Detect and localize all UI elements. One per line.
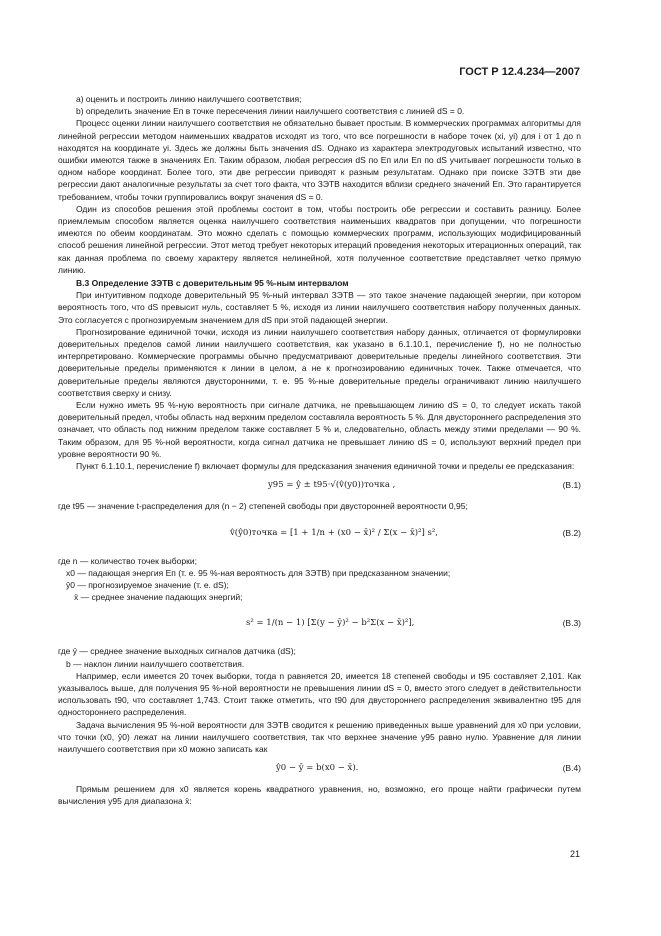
formula-definition: b — наклон линии наилучшего соответствия. [66,658,245,669]
standard-header: ГОСТ Р 12.4.234—2007 [459,66,580,78]
paragraph: Процесс оценки линии наилучшего соответствия не обязательно бывает простым. В коммерческих программах алгоритмы для линейной регрессии методом наименьших квадратов исходят из того, что все погрешности в наборе точек (xi, yi) для i от 1 до n находятся на координате yi. Здесь же должны быть значения dS. Однако из характера электродуговых испытаний известно, что ошибки имеются также в значениях Eп. Таким образом, любая регрессия dS по Eп или Eп по dS учитывает погрешности только в одном наборе координат. Более того, эти две регрессии приводят к разным результатам. Однако при поиске ЗЭТВ эти две регрессии дают аналогичные результаты за счет того факта, что ЗЭТВ находится вблизи среднего значений Eп. Это гарантируется требованием, чтобы точки группировались вокруг значения dS = 0. [58,118,581,202]
formula-expression: s² = 1/(n − 1) [Σ(y − ȳ)² − b²Σ(x − x̄)²], [246,618,415,629]
formula-definition: ŷ0 — прогнозируемое значение (т. е. dS); [66,579,229,590]
formula-expression: ŷ0 − ȳ = b(x0 − x̄). [276,763,359,774]
formula-b2 [58,517,581,551]
formula-definition: x̄ — среднее значение падающих энергий; [74,592,243,603]
document-body [58,93,581,808]
paragraph: Например, если имеется 20 точек выборки, тогда n равняется 20, имеется 18 степеней свободы и t95 составляет 2,101. Как указывалось выше, для получения 95 %-ной вероятности не превышения линии dS = 0, вместо этого следует в действительности использовать t90, что составляет 1,743. Стоит также отметить, что t90 для двустороннего распределения эквивалентно t95 для одностороннего распределения. [58,670,581,718]
list-item: а) оценить и построить линию наилучшего соответствия; [76,94,302,104]
paragraph: Пункт 6.1.10.1, перечисление f) включает формулы для предсказания значения единичной точки и пределы ее предсказания: [76,461,575,472]
paragraph: Прямым решением для x0 является корень квадратного уравнения, но, возможно, его проще найти графически путем вычисления y95 для диапазона x̄: [58,784,581,807]
formula-number: (В.3) [562,618,581,629]
formula-b4 [58,759,581,779]
formula-definition: x0 — падающая энергия Eп (т. е. 95 %-ная вероятность для ЗЭТВ) при предсказанном значении; [66,567,451,578]
list-item: b) определить значение Eп в точке пересечения линии наилучшего соответствия с линией dS = 0. [76,106,465,117]
page-number: 21 [569,848,580,859]
formula-number: (В.2) [562,527,581,538]
formula-definition: где t95 — значение t-распределения для (n − 2) степеней свободы при двусторонней вероятности 0,95; [58,501,468,512]
formula-number: (В.4) [562,763,581,774]
formula-definition: где n — количество точек выборки; [58,555,197,566]
formula-expression: y95 = ŷ ± t95·√(v̂(y0))точка , [268,480,396,491]
formula-expression: v̂(ŷ0)точка = [1 + 1/n + (x0 − x̄)² / Σ(x − x̄)²] s², [230,527,438,538]
section-heading: В.3 Определение ЗЭТВ с доверительным 95 %-ным интервалом [76,278,349,289]
paragraph: Задача вычисления 95 %-ной вероятности для ЗЭТВ сводится к решению приведенных выше уравнений для x0 при условии, что точки (x0, ŷ0) лежат на линии наилучшего соответствия, так что верхнее значение y95 равно нулю. Уравнение для линии наилучшего соответствия при x0 можно записать как [58,719,581,754]
formula-b1 [58,476,581,496]
paragraph: Прогнозирование единичной точки, исходя из линии наилучшего соответствия набору данных, отличается от формулировки доверительных пределов самой линии наилучшего соответствия, как указано в 6.1.10.1, перечисление f), но не полностью интерпретировано. Коммерческие программы обычно предусматривают доверительные пределы линейного соответствия. Эти доверительные пределы применяются к линии в целом, а не к прогнозированию единичных точек. Также отмечается, что доверительные пределы являются двусторонними, т. е. 95 %-ные доверительные пределы ограничивают линию наилучшего соответствия сверху и снизу. [58,326,581,398]
paragraph: Если нужно иметь 95 %-ную вероятность при сигнале датчика, не превышающем линию dS = 0, то следует искать такой доверительный предел, чтобы область над верхним пределом составляла вероятность 5 %. Для двустороннего распределения это означает, что область под нижним пределом также составляет 5 % и, следовательно, область между этими пределами — 90 %. Таким образом, для 95 %-ной вероятности, когда сигнал датчика не превышает линию dS = 0, используют верхний предел при уровне вероятности 90 %. [58,400,581,459]
paragraph: При интуитивном подходе доверительный 95 %-ный интервал ЗЭТВ — это такое значение падающей энергии, при котором вероятность того, что dS превысит нуль, составляет 5 %, исходя из линии наилучшего соответствия набору полученных данных. Это согласуется с прогнозируемым значением для dS при этой падающей энергии. [58,290,581,325]
formula-b3 [58,607,581,641]
formula-definition: где ȳ — среднее значение выходных сигналов датчика (dS); [58,646,296,657]
formula-number: (В.1) [562,480,581,491]
paragraph: Один из способов решения этой проблемы состоит в том, чтобы построить обе регрессии и составить разницу. Более приемлемым способом является оценка наилучшего соответствия наименьших квадратов при допущении, что погрешности имеются по обеим координатам. Это можно сделать с помощью коммерческих программ, использующих модифицированный способ решения линейной регрессии. Этот метод требует некоторых итераций проведения некоторых итерационных операций, так как данная проблема по своему характеру является нелинейной, хотя полученное соответствие представляет четко прямую линию. [58,203,581,275]
